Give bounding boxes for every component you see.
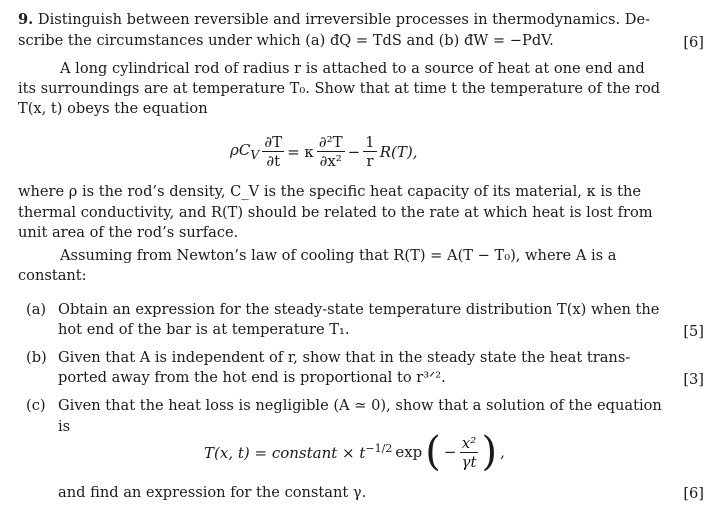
question-number: 9. (18, 11, 34, 28)
eq1-frac2: $\frac{\text{∂²T}}{\text{∂x²}}$ (318, 133, 343, 170)
eq1-frac1: $\frac{\partial T}{\partial t}$ (264, 133, 283, 170)
part-b-marks: [3] (683, 371, 704, 388)
eq2-lparen: ( (425, 429, 441, 475)
eq2-rparen: ) (481, 429, 498, 475)
eq2-comma: , (500, 443, 505, 461)
part-c-line3: and find an expression for the constant γ. (58, 484, 367, 501)
part-b-label: (b) (26, 349, 47, 366)
part-a-marks: [5] (683, 323, 704, 340)
eq2-exponent: −1/2 (365, 442, 393, 455)
part-c-label: (c) (26, 397, 46, 414)
eq1-equals: = κ (287, 142, 314, 161)
part-b-line2: ported away from the hot end is proportional to r³ᐟ². (58, 369, 446, 386)
heat-equation (230, 133, 418, 170)
para3-line2: constant: (18, 267, 87, 284)
eq2-lhs: T(x, t) = constant × t (204, 444, 366, 462)
part-a-line2: hot end of the bar is at temperature T₁. (58, 321, 350, 338)
para2-line2: thermal conductivity, and R(T) should be related to the rate at which heat is lost from (18, 204, 653, 221)
eq2-frac: $\frac{\text{x²}}{\gamma t}$ (461, 433, 477, 471)
eq1-lhs-sub: V (250, 147, 260, 162)
para1-line3: T(x, t) obeys the equation (18, 100, 208, 117)
part-a-label: (a) (26, 301, 47, 318)
eq1-minus: − (347, 142, 361, 161)
solution-equation (204, 429, 505, 475)
para2-line3: unit area of the rod’s surface. (18, 224, 239, 241)
part-b-line1: Given that A is independent of r, show that in the steady state the heat trans- (58, 349, 631, 366)
part-c-marks: [6] (683, 485, 704, 502)
intro-marks: [6] (683, 34, 704, 51)
eq1-lhs: ρC (230, 141, 251, 159)
question-intro-line1 (18, 10, 650, 31)
question-intro-line2: scribe the circumstances under which (a) đQ = TdS and (b) đW = −PdV. (18, 32, 554, 49)
part-c-line2: is (58, 418, 71, 435)
para3-line1: Assuming from Newton’s law of cooling that R(T) = A(T − T₀), where A is a (60, 247, 617, 264)
part-c-line1: Given that the heat loss is negligible (A ≃ 0), show that a solution of the equation (58, 397, 662, 414)
para1-line2: its surroundings are at temperature T₀. Show that at time t the temperature of the rod (18, 80, 661, 97)
part-a-line1: Obtain an expression for the steady-state temperature distribution T(x) when the (58, 301, 660, 318)
eq1-frac3: $\frac{1}{r}$ (365, 133, 375, 170)
eq1-tail: R(T), (379, 142, 418, 161)
para1-line1: A long cylindrical rod of radius r is attached to a source of heat at one end and (60, 60, 645, 77)
eq2-minus: − (443, 443, 457, 461)
eq2-exp: exp (395, 443, 423, 461)
para2-line1: where ρ is the rod’s density, C_V is the specific heat capacity of its material, κ is the (18, 183, 642, 200)
question-intro-text1: Distinguish between reversible and irreversible processes in thermodynamics. De- (37, 11, 651, 28)
